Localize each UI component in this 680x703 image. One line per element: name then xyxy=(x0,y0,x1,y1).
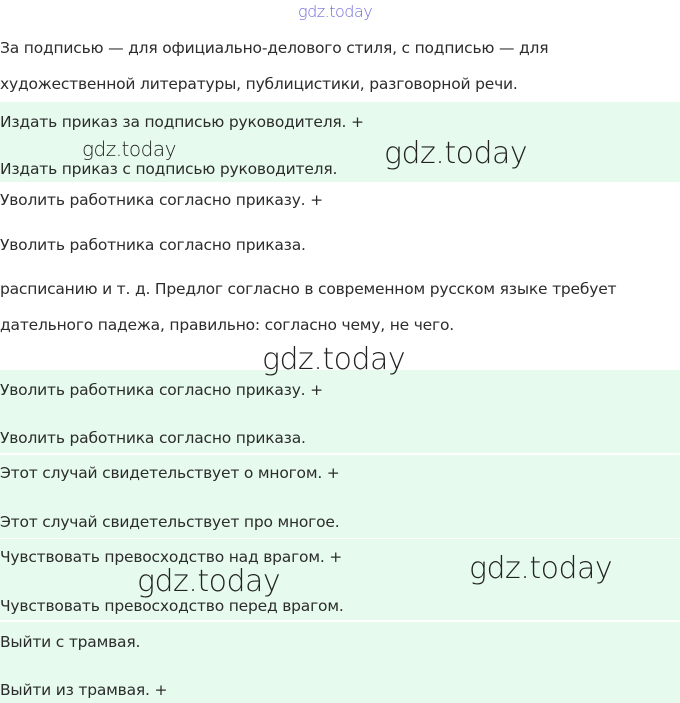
paragraph-line: дательного падежа, правильно: согласно чему, не чего. xyxy=(0,316,454,334)
example-correct: Выйти из трамвая. + xyxy=(0,681,168,699)
example-correct: Уволить работника согласно приказу. + xyxy=(0,191,323,209)
paragraph-line: художественной литературы, публицистики, разговорной речи. xyxy=(0,75,518,93)
paragraph-line: За подписью — для официально-делового стиля, с подписью — для xyxy=(0,39,549,57)
example-incorrect: Издать приказ с подписью руководителя. xyxy=(0,160,338,178)
paragraph-line: расписанию и т. д. Предлог согласно в современном русском языке требует xyxy=(0,280,617,298)
watermark: gdz.today xyxy=(262,342,406,377)
example-incorrect: Чувствовать превосходство перед врагом. xyxy=(0,597,344,615)
watermark: gdz.today xyxy=(137,564,281,599)
example-correct: Чувствовать превосходство над врагом. + xyxy=(0,548,343,566)
example-incorrect: Этот случай свидетельствует про многое. xyxy=(0,513,340,531)
watermark: gdz.today xyxy=(82,137,176,161)
example-correct: Этот случай свидетельствует о многом. + xyxy=(0,464,340,482)
example-correct: Издать приказ за подписью руководителя. + xyxy=(0,113,364,131)
watermark-top: gdz.today xyxy=(298,2,373,21)
example-incorrect: Выйти с трамвая. xyxy=(0,633,141,651)
example-incorrect: Уволить работника согласно приказа. xyxy=(0,429,306,447)
example-incorrect: Уволить работника согласно приказа. xyxy=(0,236,306,254)
watermark: gdz.today xyxy=(384,136,528,171)
example-correct: Уволить работника согласно приказу. + xyxy=(0,381,323,399)
watermark: gdz.today xyxy=(469,551,613,586)
